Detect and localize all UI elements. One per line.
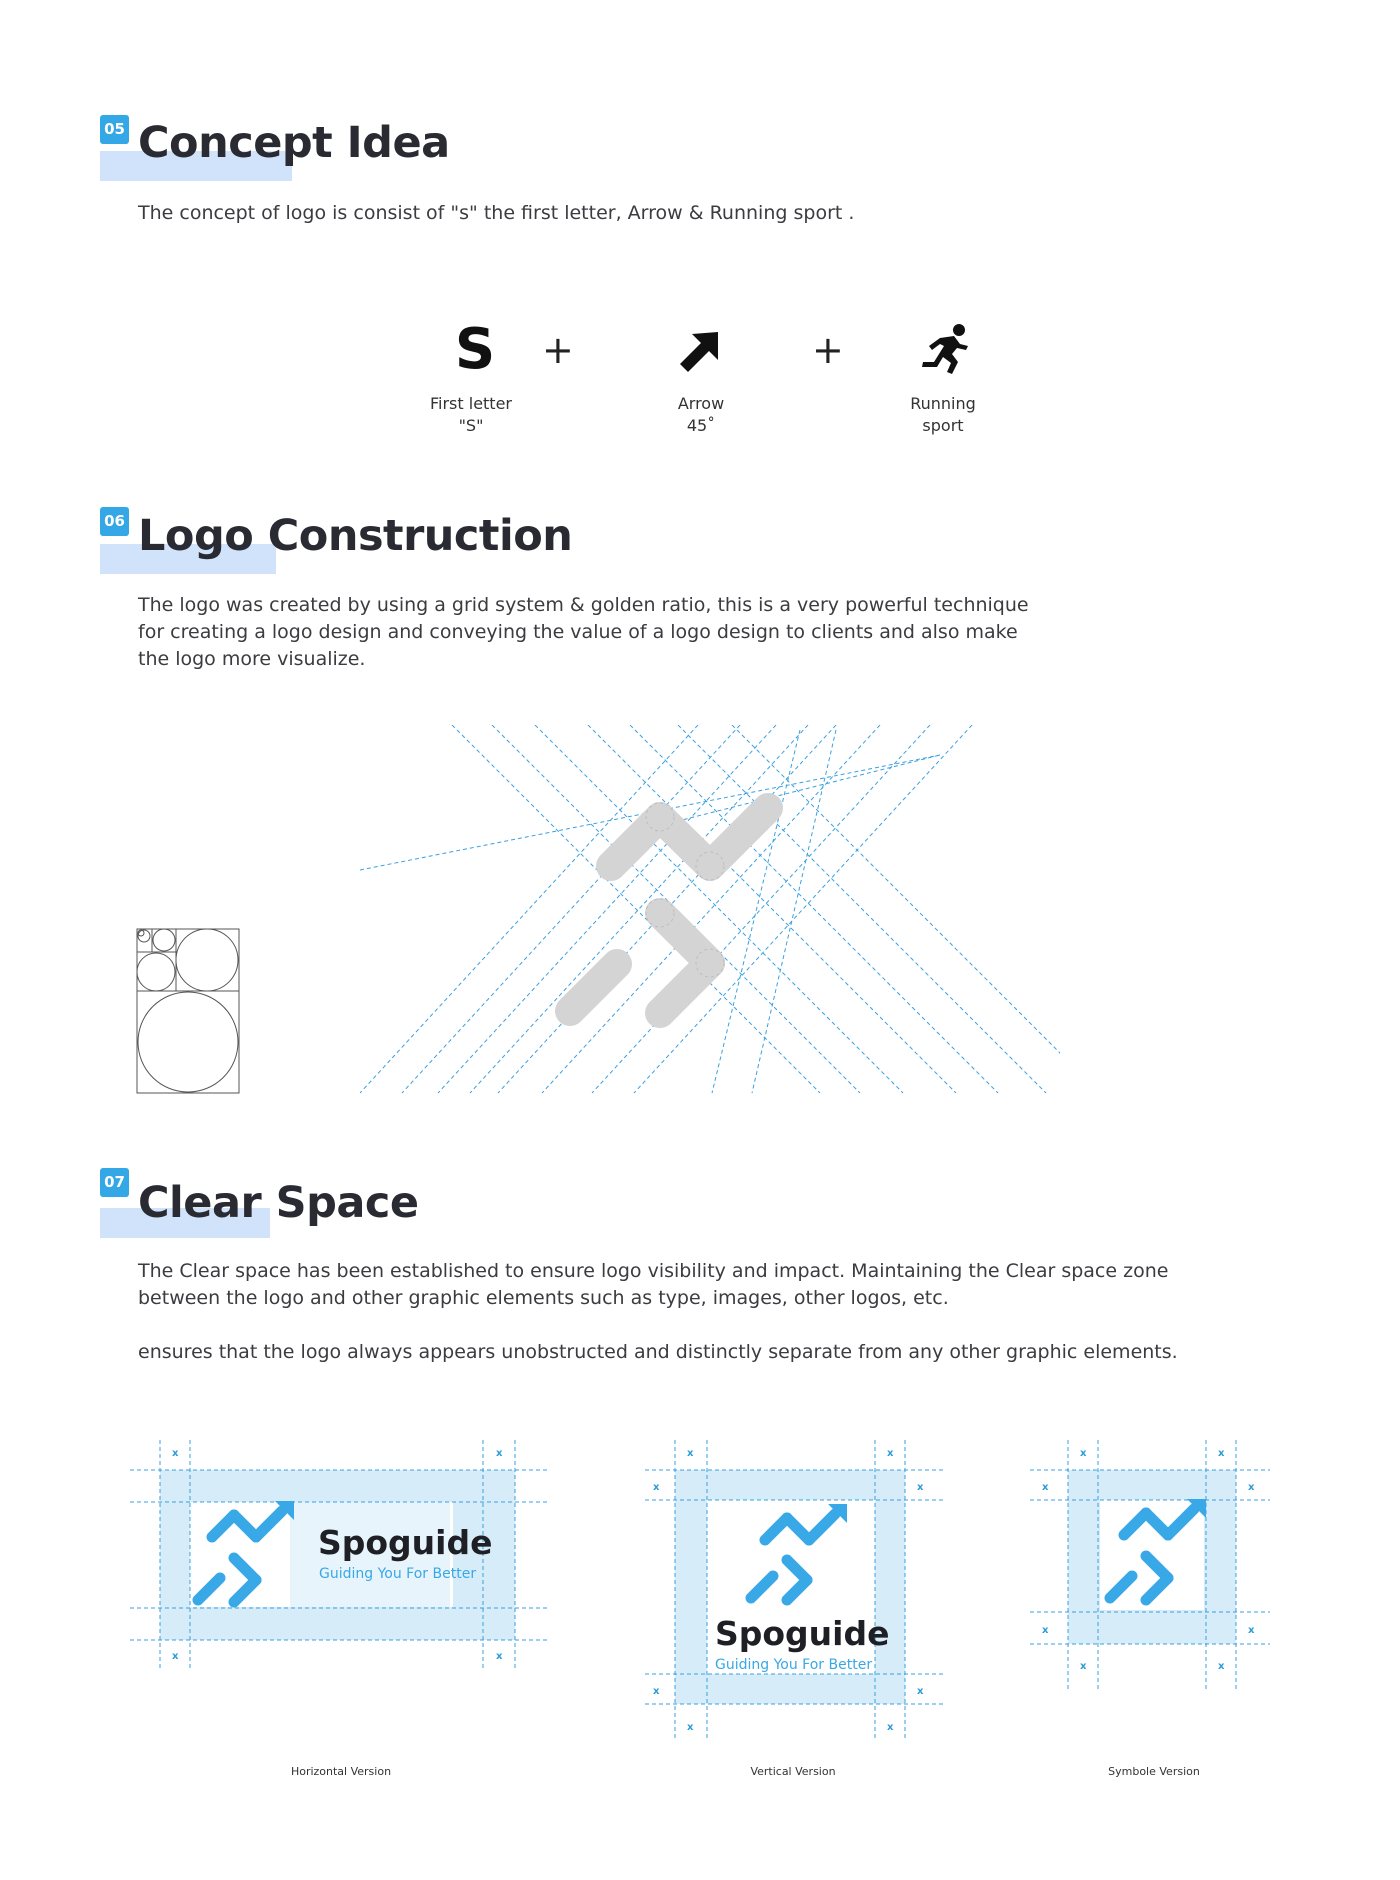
clear-space-horizontal: [130, 1440, 550, 1670]
version-caption: Vertical Version: [750, 1765, 836, 1778]
text-line: The logo was created by using a grid system & golden ratio, this is a very powerful technique: [138, 594, 1029, 616]
running-person-icon: [918, 322, 972, 378]
brand-tagline: Guiding You For Better: [715, 1657, 873, 1673]
brand-name: Spoguide: [715, 1614, 890, 1653]
marker-x: x: [687, 1448, 694, 1459]
label-line: 45˚: [686, 416, 716, 435]
marker-x: x: [917, 1482, 924, 1493]
marker-x: x: [653, 1482, 660, 1493]
marker-x: x: [887, 1722, 894, 1733]
letter-s-icon: S: [454, 317, 496, 382]
section-title: Concept Idea: [138, 118, 450, 168]
section-number-badge: 06: [100, 507, 129, 536]
section-title: Clear Space: [138, 1178, 419, 1228]
marker-x: x: [1042, 1625, 1049, 1636]
marker-x: x: [172, 1651, 179, 1662]
marker-x: x: [1080, 1661, 1087, 1672]
marker-x: x: [172, 1448, 179, 1459]
marker-x: x: [1080, 1448, 1087, 1459]
plus-sign: +: [812, 328, 844, 372]
brand-name: Spoguide: [318, 1523, 493, 1562]
text-line: The Clear space has been established to ensure logo visibility and impact. Maintaining the Clear space zone: [138, 1260, 1169, 1282]
label-line: Arrow: [677, 394, 725, 413]
marker-x: x: [1218, 1661, 1225, 1672]
marker-x: x: [887, 1448, 894, 1459]
brand-tagline: Guiding You For Better: [319, 1566, 477, 1582]
concept-label-arrow: [631, 393, 771, 437]
version-caption: Symbole Version: [1108, 1765, 1200, 1778]
label-line: "S": [458, 416, 484, 435]
marker-x: x: [496, 1448, 503, 1459]
text-line: [138, 1312, 1178, 1339]
marker-x: x: [653, 1686, 660, 1697]
golden-ratio-diagram: [136, 928, 242, 1096]
marker-x: x: [917, 1686, 924, 1697]
concept-label-first-letter: [401, 393, 541, 437]
section-number-badge: 07: [100, 1168, 129, 1197]
concept-label-running: [873, 393, 1013, 437]
plus-sign: +: [542, 328, 574, 372]
text-line: the logo more visualize.: [138, 648, 366, 670]
section-description: The concept of logo is consist of "s" the first letter, Arrow & Running sport .: [138, 202, 855, 224]
construction-grid: [360, 725, 1060, 1095]
text-line: for creating a logo design and conveying the value of a logo design to clients and also make: [138, 621, 1018, 643]
clear-space-vertical: [645, 1440, 945, 1740]
marker-x: x: [1042, 1482, 1049, 1493]
section-description: [138, 1258, 1178, 1366]
text-line: ensures that the logo always appears unobstructed and distinctly separate from any other graphic elements.: [138, 1341, 1178, 1363]
marker-x: x: [1248, 1482, 1255, 1493]
arrow-45-icon: [678, 330, 722, 374]
label-line: Running: [910, 394, 976, 413]
clear-space-symbol: [1030, 1440, 1280, 1690]
label-line: sport: [922, 416, 964, 435]
section-number-badge: 05: [100, 115, 129, 144]
marker-x: x: [1248, 1625, 1255, 1636]
section-title: Logo Construction: [138, 511, 573, 561]
marker-x: x: [1218, 1448, 1225, 1459]
marker-x: x: [496, 1651, 503, 1662]
section-description: [138, 592, 1029, 673]
marker-x: x: [687, 1722, 694, 1733]
label-line: First letter: [429, 394, 512, 413]
version-caption: Horizontal Version: [290, 1765, 392, 1778]
text-line: between the logo and other graphic elements such as type, images, other logos, etc.: [138, 1287, 949, 1309]
